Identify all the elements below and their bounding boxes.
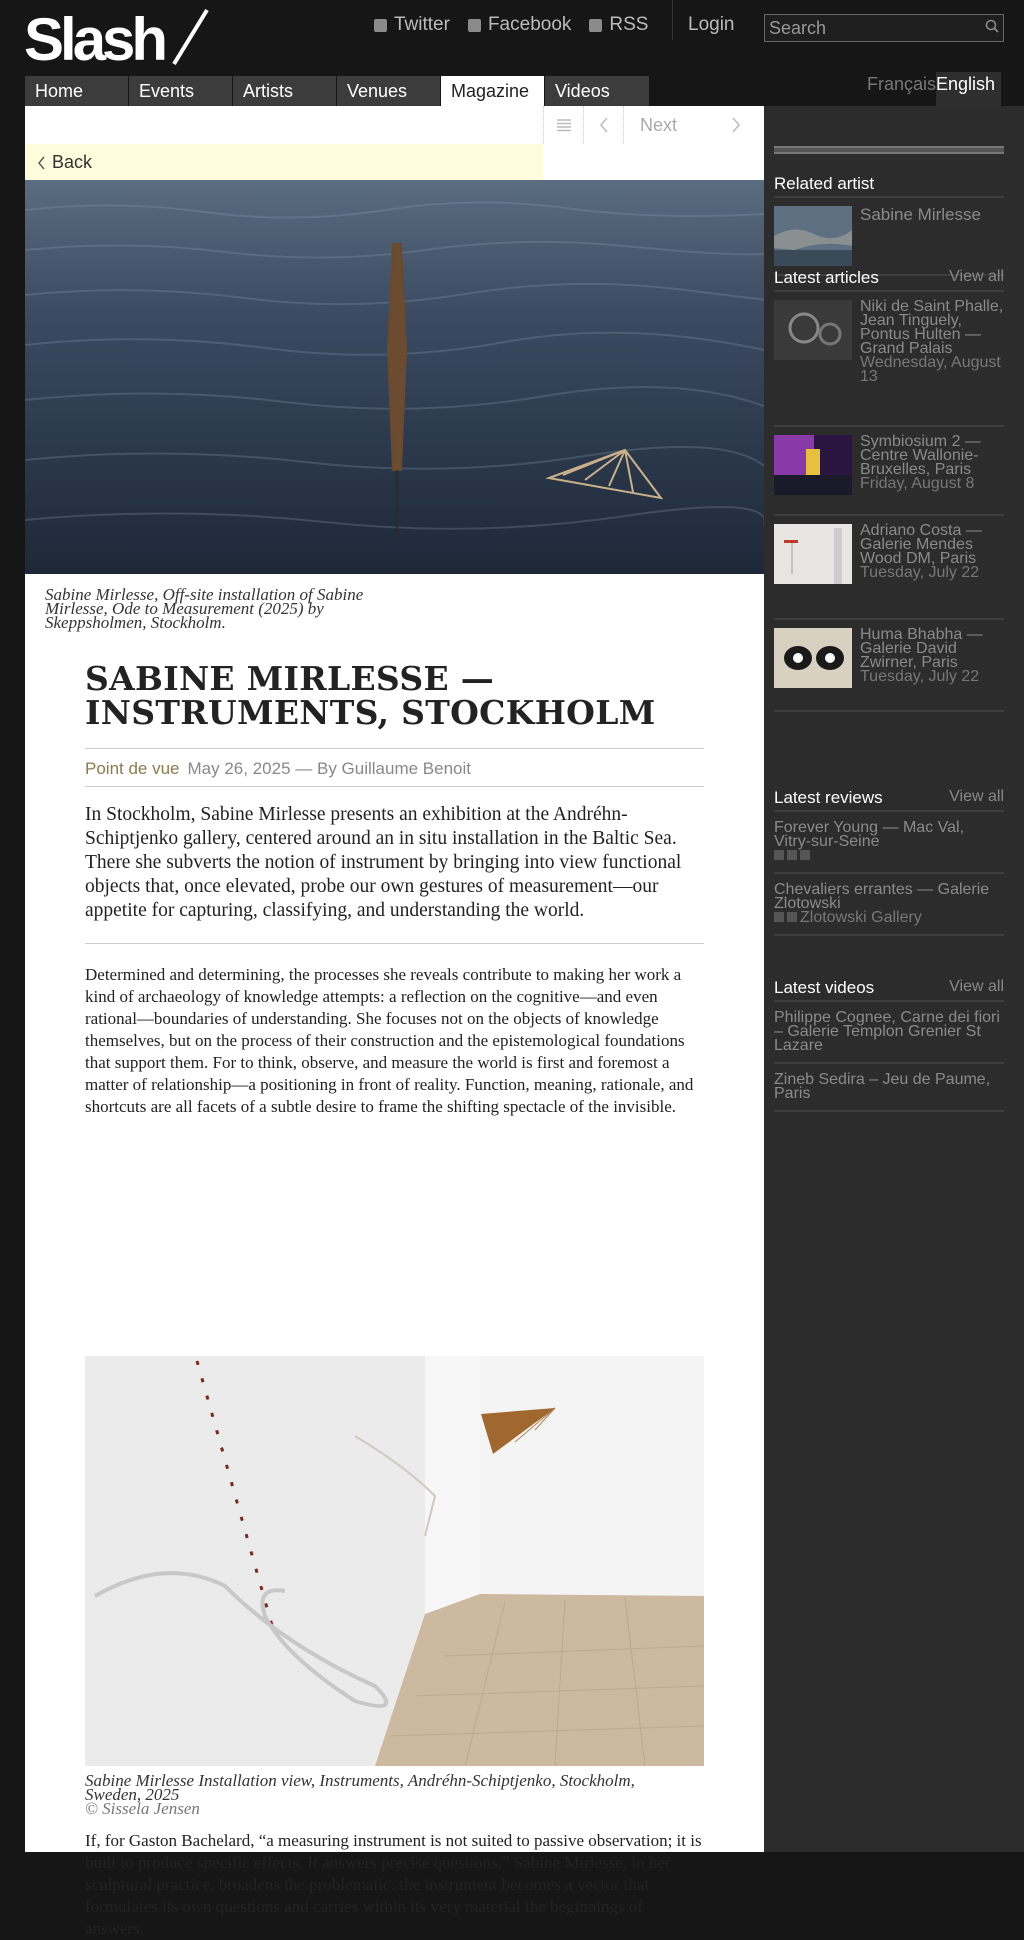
twitter-icon <box>374 19 387 32</box>
next-button[interactable] <box>623 106 751 144</box>
hero-image <box>25 180 764 574</box>
article-category[interactable]: Point de vue <box>85 759 180 778</box>
figure-caption <box>85 1771 685 1818</box>
figure-credit: © Sissela Jensen <box>85 1799 200 1818</box>
rating-icon <box>800 850 810 860</box>
article-date: Tuesday, July 22 <box>860 668 980 685</box>
article <box>85 659 704 1118</box>
site-logo[interactable] <box>24 8 209 71</box>
related-artist-heading: Related artist <box>774 174 1004 198</box>
language-switcher <box>867 72 1001 109</box>
article-title: Huma Bhabha — Galerie David Zwirner, Paris <box>860 626 983 671</box>
article-title: SABINE MIRLESSE — INSTRUMENTS, STOCKHOLM <box>85 659 656 732</box>
latest-reviews-section <box>774 788 1004 936</box>
latest-videos-heading: Latest videos View all <box>774 978 1004 1002</box>
view-all-videos-link[interactable]: View all <box>949 978 1004 995</box>
related-artist-section <box>774 174 1004 276</box>
article-byline: May 26, 2025 — By Guillaume Benoit <box>187 759 471 778</box>
article-paragraph-2: If, for Gaston Bachelard, “a measuring instrument is not suited to passive observation; it is built to produce specific effects. It answers precise questions,” Sabine Mirlesse, in her sculptural practice, broadens the problematic: the instrument becomes a vector that formulates its own questions and carries within its very material the beginnings of answers. <box>85 1831 702 1938</box>
article-title: Adriano Costa — Galerie Mendes Wood DM, Paris <box>860 522 982 567</box>
rating-icon <box>787 850 797 860</box>
chevron-left-icon <box>599 116 609 134</box>
related-artist-item[interactable] <box>774 198 1004 276</box>
lang-francais[interactable]: Français <box>866 74 936 94</box>
header-divider <box>672 0 673 40</box>
article-meta <box>85 748 704 787</box>
rating-icon <box>787 912 797 922</box>
svg-text:Slash: Slash <box>24 6 165 73</box>
article-title: Symbiosium 2 — Centre Wallonie-Bruxelles, Paris <box>860 433 981 478</box>
tab-events[interactable]: Events <box>129 76 232 106</box>
rss-icon <box>589 19 602 32</box>
latest-videos-section <box>774 978 1004 1112</box>
rating-icon <box>774 850 784 860</box>
list-item[interactable] <box>774 812 1004 874</box>
back-label: Back <box>52 152 93 172</box>
sidebar <box>764 106 1024 1852</box>
list-item[interactable] <box>774 874 1004 936</box>
view-all-articles-link[interactable]: View all <box>949 268 1004 285</box>
tab-magazine[interactable]: Magazine <box>441 76 544 106</box>
facebook-icon <box>468 19 481 32</box>
article-thumbnail <box>774 300 852 360</box>
chevron-left-icon <box>37 155 46 171</box>
video-title: Philippe Cognee, Carne dei fiori – Galerie Templon Grenier St Lazare <box>774 1009 1000 1054</box>
review-title: Chevaliers errantes — Galerie Zlotowski <box>774 881 990 912</box>
facebook-link[interactable]: Facebook <box>468 14 571 36</box>
search-icon[interactable] <box>985 19 999 38</box>
twitter-link[interactable]: Twitter <box>374 14 450 36</box>
article-date: Wednesday, August 13 <box>860 354 1001 385</box>
review-title: Forever Young — Mac Val, Vitry-sur-Seine <box>774 819 965 850</box>
related-artist-name: Sabine Mirlesse <box>860 205 981 224</box>
tab-artists[interactable]: Artists <box>233 76 336 106</box>
main-content <box>25 106 764 1938</box>
article-paragraph: Determined and determining, the processes she reveals contribute to making her work a kind of archaeology of knowledge attempts: a reflection on the cognitive—and even rational—boundaries of understanding. She focuses not on the objects of knowledge themselves, but on the process of their construction and the epistemological foundations that support them. For to think, observe, and measure the world is first and foremost a matter of relationship—a positioning in front of reality. Function, meaning, rationale, and shortcuts are all facets of a subtle desire to frame the shifting spectacle of the invisible. <box>85 965 694 1116</box>
article-date: Tuesday, July 22 <box>860 564 980 581</box>
back-link[interactable] <box>37 152 92 173</box>
chevron-right-icon <box>731 116 741 134</box>
article-lead: In Stockholm, Sabine Mirlesse presents an exhibition at the Andréhn-Schiptjenko gallery, centered around an in situ installation in the Baltic Sea. There she subverts the notion of instrument by bringing into view functional objects that, once elevated, probe our own gestures of measurement—our appetite for capturing, classifying, and understanding the world. <box>85 787 704 944</box>
latest-reviews-heading: Latest reviews View all <box>774 788 1004 812</box>
login-link[interactable]: Login <box>688 14 735 35</box>
list-item[interactable] <box>774 1002 1004 1064</box>
list-item[interactable] <box>774 516 1004 620</box>
search-box <box>764 14 1004 42</box>
review-venue: Zlotowski Gallery <box>800 909 922 926</box>
latest-articles-heading: Latest articles View all <box>774 268 1004 292</box>
latest-articles-section <box>774 268 1004 712</box>
article-thumbnail <box>774 628 852 688</box>
article-thumbnail <box>774 435 852 495</box>
installation-image <box>85 1356 704 1766</box>
lang-english[interactable]: English <box>936 72 1001 109</box>
tab-venues[interactable]: Venues <box>337 76 440 106</box>
hero-caption: Sabine Mirlesse, Off-site installation of Sabine Mirlesse, Ode to Measurement (2025) by Skeppsholmen, Stockholm. <box>45 585 364 632</box>
tab-home[interactable]: Home <box>25 76 128 106</box>
article-pager <box>543 106 751 144</box>
list-icon[interactable] <box>543 106 583 144</box>
article-date: Friday, August 8 <box>860 475 975 492</box>
article-thumbnail <box>774 524 852 584</box>
list-item[interactable] <box>774 427 1004 516</box>
artist-thumbnail <box>774 206 852 266</box>
next-label: Next <box>640 114 678 135</box>
back-bar <box>25 144 543 180</box>
article-title: Niki de Saint Phalle, Jean Tinguely, Pontus Hulten — Grand Palais <box>860 298 1004 357</box>
sidebar-rule <box>774 146 1004 154</box>
rss-link[interactable]: RSS <box>589 14 648 36</box>
view-all-reviews-link[interactable]: View all <box>949 788 1004 805</box>
list-item[interactable] <box>774 620 1004 712</box>
previous-button[interactable] <box>583 106 623 144</box>
rating-icon <box>774 912 784 922</box>
list-item[interactable] <box>774 1064 1004 1112</box>
list-item[interactable] <box>774 292 1004 427</box>
figure-caption-text: Sabine Mirlesse Installation view, Instruments, Andréhn-Schiptjenko, Stockholm, Sweden, 2025 <box>85 1771 635 1804</box>
video-title: Zineb Sedira – Jeu de Paume, Paris <box>774 1071 991 1102</box>
tab-videos[interactable]: Videos <box>545 76 649 106</box>
search-input[interactable] <box>769 18 969 39</box>
main-nav <box>25 76 649 106</box>
